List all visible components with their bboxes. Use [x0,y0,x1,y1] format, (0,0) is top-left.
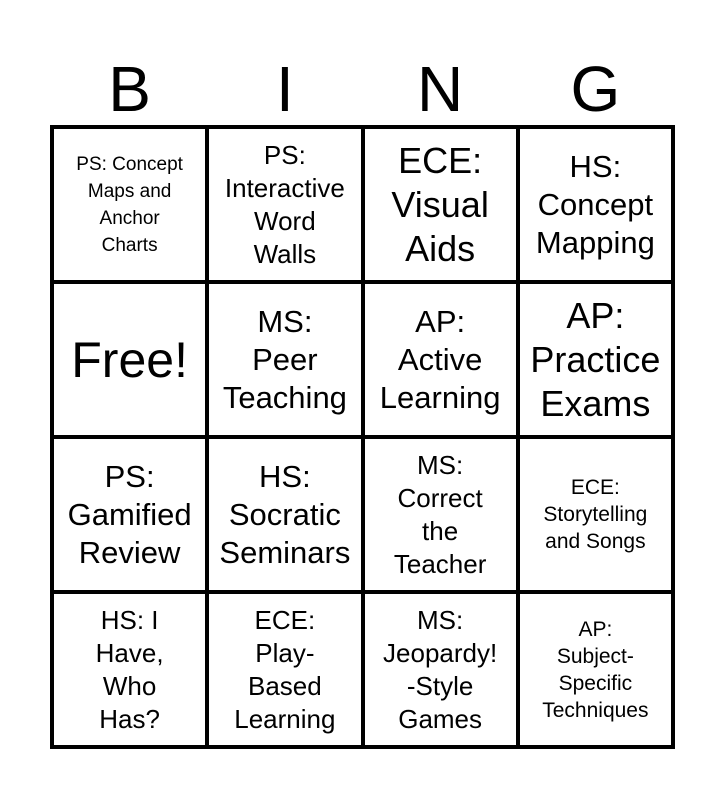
cell-text: PS: Concept Maps and Anchor Charts [76,153,183,256]
bingo-cell[interactable] [520,439,671,590]
header-letter-b: B [108,53,151,125]
header-letter-n: N [417,53,464,125]
bingo-cell[interactable] [365,129,516,280]
bingo-cell[interactable] [54,594,205,745]
cell-text: AP: Practice Exams [530,294,661,424]
cell-text: MS: Jeopardy! -Style Games [383,604,498,734]
cell-text: ECE: Storytelling and Songs [543,476,648,553]
bingo-cell[interactable] [54,439,205,590]
cell-text: HS: I Have, Who Has? [95,604,164,734]
bingo-cell[interactable] [365,439,516,590]
free-space-text: Free! [71,331,188,388]
bingo-cell[interactable] [209,129,360,280]
cell-text: ECE: Visual Aids [391,139,489,269]
cell-text: HS: Socratic Seminars [219,458,351,570]
bingo-board [50,125,675,749]
cell-text: HS: Concept Mapping [535,148,655,260]
bingo-cell[interactable] [209,439,360,590]
header-letter-i: I [275,53,294,125]
free-space-cell[interactable] [54,284,205,435]
cell-text: MS: Peer Teaching [222,303,347,415]
bingo-cell[interactable] [520,284,671,435]
bingo-header [52,52,673,126]
cell-text: AP: Subject- Specific Techniques [542,617,649,722]
header-letter-g: G [570,53,621,125]
cell-text: PS: Gamified Review [67,458,192,570]
bingo-cell[interactable] [520,594,671,745]
bingo-cell[interactable] [520,129,671,280]
cell-text: AP: Active Learning [379,303,501,415]
cell-text: MS: Correct the Teacher [393,449,487,579]
cell-text: ECE: Play- Based Learning [234,604,336,734]
bingo-cell[interactable] [209,284,360,435]
bingo-cell[interactable] [54,129,205,280]
bingo-cell[interactable] [365,594,516,745]
bingo-cell[interactable] [365,284,516,435]
bingo-cell[interactable] [209,594,360,745]
cell-text: PS: Interactive Word Walls [224,139,345,269]
